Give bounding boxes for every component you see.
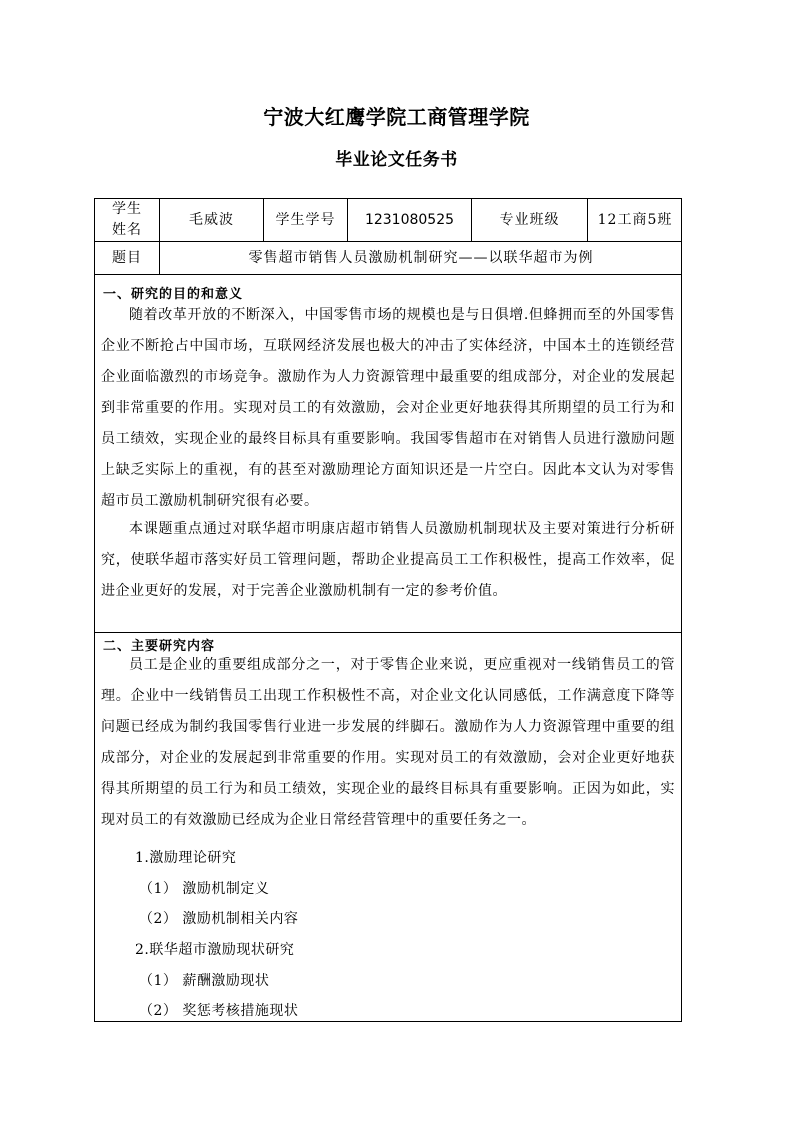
row-divider <box>95 632 681 633</box>
student-name-label-line1: 学生 <box>112 201 142 217</box>
outline-item: （2） 激励机制相关内容 <box>139 911 299 927</box>
outline-item: 1.激励理论研究 <box>135 850 237 866</box>
student-name-value: 毛威波 <box>189 211 234 228</box>
outline-item: （1） 薪酬激励现状 <box>139 973 270 989</box>
topic-value: 零售超市销售人员激励机制研究——以联华超市为例 <box>248 249 594 266</box>
institution-title: 宁波大红鹰学院工商管理学院 <box>263 105 530 129</box>
section1-paragraph-2: 本课题重点通过对联华超市明康店超市销售人员激励机制现状及主要对策进行分析研究，使联华超市落实好员工管理问题，帮助企业提高员工工作积极性，提高工作效率，促进企业更好的发展，对于完善企业激励机制有一定的参考价值。 <box>101 521 675 599</box>
student-name-label-line2: 姓名 <box>112 222 142 238</box>
section2-paragraph-1: 员工是企业的重要组成部分之一，对于零售企业来说，更应重视对一线销售员工的管理。企业中一线销售员工出现工作积极性不高，对企业文化认同感低，工作满意度下降等问题已经成为制约我国零售行业进一步发展的绊脚石。激励作为人力资源管理中重要的组成部分，对企业的发展起到非常重要的作用。实现对员工的有效激励，会对企业更好地获得其所期望的员工行为和员工绩效，实现企业的最终目标具有重要影响。正因为如此，实现对员工的有效激励已经成为企业日常经营管理中的重要任务之一。 <box>101 657 675 828</box>
topic-label: 题目 <box>112 249 142 266</box>
student-id-value: 1231080525 <box>364 211 455 228</box>
class-label: 专业班级 <box>499 211 560 228</box>
section2-heading: 二、主要研究内容 <box>103 639 216 654</box>
student-name-label <box>95 199 159 241</box>
student-id-label: 学生学号 <box>275 211 336 228</box>
document-title: 毕业论文任务书 <box>335 150 458 170</box>
section1-paragraph-1: 随着改革开放的不断深入，中国零售市场的规模也是与日俱增.但蜂拥而至的外国零售企业不断抢占中国市场，互联网经济发展也极大的冲击了实体经济，中国本土的连锁经营企业面临激烈的市场竞争。激励作为人力资源管理中最重要的组成部分，对企业的发展起到非常重要的作用。实现对员工的有效激励，会对企业更好地获得其所期望的员工行为和员工绩效，实现企业的最终目标具有重要影响。我国零售超市在对销售人员进行激励问题上缺乏实际上的重视，有的甚至对激励理论方面知识还是一片空白。因此本文认为对零售超市员工激励机制研究很有必要。 <box>101 307 675 509</box>
row-divider <box>95 274 681 275</box>
class-value: 12工商5班 <box>597 211 673 228</box>
outline-item: （2） 奖惩考核措施现状 <box>139 1003 299 1019</box>
outline-item: （1） 激励机制定义 <box>139 881 270 897</box>
outline-item: 2.联华超市激励现状研究 <box>135 942 295 958</box>
section1-heading: 一、研究的目的和意义 <box>103 287 244 302</box>
task-table <box>94 198 682 1022</box>
